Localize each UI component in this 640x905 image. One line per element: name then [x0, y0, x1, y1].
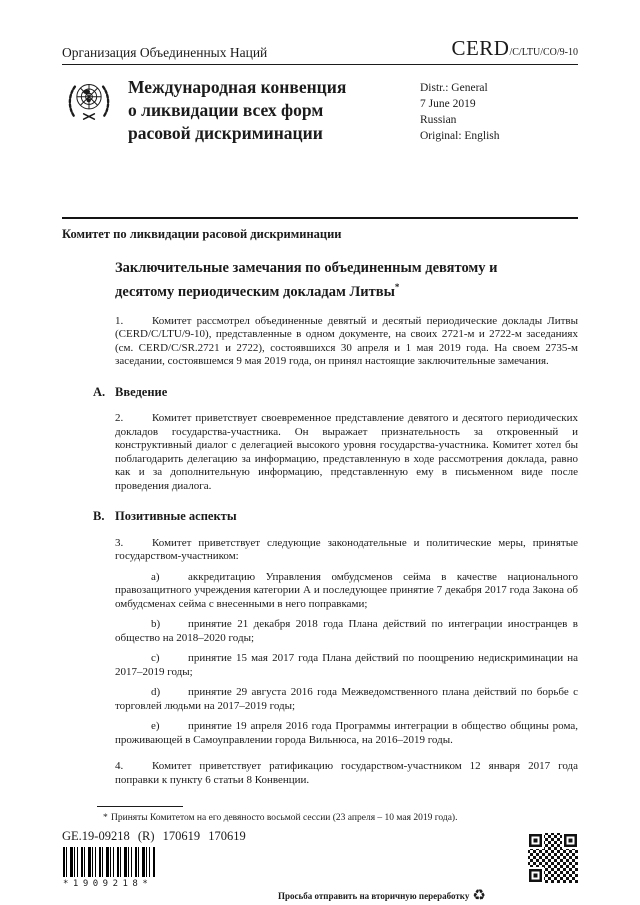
distribution-block — [420, 74, 578, 145]
section-title: Позитивные аспекты — [115, 509, 237, 524]
distr-line: 7 June 2019 — [420, 98, 476, 110]
list-item-text: принятие 19 апреля 2016 года Программы интеграции в общество общины рома, проживающей в Самоуправлении города Вильнюса, на 2016–2019 годы. — [115, 720, 578, 746]
list-item-b — [115, 618, 578, 645]
list-item-text: аккредитацию Управления омбудсменов сейма в качестве национального правозащитного учреждения категории А и последующее принятие 7 декабря 2017 года Закона об омбудсменах сейма с внесенными в него поправками; — [115, 570, 578, 610]
un-org-name: Организация Объединенных Наций — [62, 45, 268, 60]
paragraph-text: Комитет приветствует следующие законодательные и политические меры, принятые государством-участником: — [115, 536, 578, 563]
paragraph-number: 1. — [115, 314, 124, 327]
list-item-letter: e) — [151, 720, 160, 733]
footnote-reference-mark: * — [394, 282, 400, 292]
list-item-text: принятие 29 августа 2016 года Межведомственного плана действий по борьбе с торговлей людьми на 2017–2019 годы; — [115, 686, 578, 712]
list-item-text: принятие 15 мая 2017 года Плана действий по поощрению недискриминации на 2017–2019 годы; — [115, 652, 578, 678]
recycle-notice — [278, 888, 486, 903]
convention-title — [118, 74, 420, 145]
convention-title-line: о ликвидации всех форм — [128, 100, 324, 120]
list-item-letter: a) — [151, 570, 160, 583]
footnote-separator — [97, 806, 183, 807]
paragraph-1 — [115, 315, 578, 369]
footnote — [97, 812, 537, 824]
list-item-d — [115, 686, 578, 713]
footnote-mark: * — [103, 813, 108, 823]
document-title-text: Заключительные замечания по объединенным девятому и десятому периодическим докладам Литвы — [115, 260, 498, 300]
list-item-letter: b) — [151, 618, 161, 631]
list-item-letter: c) — [151, 652, 160, 665]
list-item-e — [115, 720, 578, 747]
un-emblem — [62, 74, 118, 145]
document-symbol-main: CERD — [451, 36, 510, 60]
list-item-text: принятие 21 декабря 2018 года Плана действий по интеграции иностранцев в общество на 2018–2020 годы; — [115, 618, 578, 644]
section-letter: A. — [93, 384, 106, 399]
document-symbol-sub: /C/LTU/CO/9-10 — [509, 47, 578, 58]
list-item-c — [115, 652, 578, 679]
masthead — [62, 74, 578, 145]
paragraph-text: Комитет приветствует своевременное представление девятого и десятого периодических докладов государства-участника. Он выражает признательность за откровенный и конструктивный диалог с делегацией высокого уровня государства-участника. Комитет хотел бы поблагодарить делегацию за информацию, представленную в ходе рассмотрения доклада, равно как и за дополнительную информацию, представленную ему в письменном виде после проведения диалога. — [115, 412, 578, 492]
convention-title-line: Международная конвенция — [128, 77, 347, 97]
paragraph-text: Комитет рассмотрел объединенные девятый и десятый периодические доклады Литвы (CERD/C/LTU/9-10), представленные в одном документе, на своих 2721-м и 2722-м заседаниях (см. CERD/C/SR.2721 и 2722), состоявшихся 30 апреля и 1 мая 2019 года. На своем 2735-м заседании, состоявшемся 9 мая 2019 года, он принял настоящие заключительные замечания. — [115, 314, 578, 368]
document-symbol — [451, 36, 578, 61]
un-emblem-icon — [62, 78, 116, 128]
distr-line: Russian — [420, 114, 457, 126]
list-item-a — [115, 571, 578, 612]
recycle-text: Просьба отправить на вторичную переработку — [278, 890, 470, 901]
section-letter: B. — [93, 509, 105, 524]
recycle-icon: ♻ — [472, 886, 486, 904]
committee-name: Комитет по ликвидации расовой дискриминации — [62, 227, 342, 241]
section-heading-a — [93, 386, 578, 400]
section-heading-b — [93, 510, 578, 524]
distr-line: Distr.: General — [420, 82, 488, 94]
footnote-text: Приняты Комитетом на его девяносто восьмой сессии (23 апреля – 10 мая 2019 года). — [111, 813, 458, 823]
section-title: Введение — [115, 384, 168, 399]
barcode — [63, 847, 155, 877]
barcode-label: *1909218* — [63, 879, 153, 889]
paragraph-number: 4. — [115, 760, 124, 773]
paragraph-2 — [115, 412, 578, 493]
qr-code-icon — [527, 832, 579, 884]
distr-line: Original: English — [420, 130, 500, 142]
paragraph-text: Комитет приветствует ратификацию государством-участником 12 января 2017 года поправки к пункту 6 статьи 8 Конвенции. — [115, 760, 578, 786]
paragraph-3 — [115, 537, 578, 564]
divider-rule — [62, 217, 578, 219]
ge-number: GE.19-09218 (R) 170619 170619 — [62, 829, 246, 843]
paragraph-number: 3. — [115, 536, 124, 549]
document-title — [115, 259, 540, 302]
paragraph-number: 2. — [115, 412, 124, 425]
document-body — [93, 259, 578, 787]
list-item-letter: d) — [151, 686, 161, 699]
paragraph-4 — [115, 760, 578, 787]
page-header — [62, 36, 578, 65]
qr-code — [527, 832, 579, 889]
convention-title-line: расовой дискриминации — [128, 123, 323, 143]
